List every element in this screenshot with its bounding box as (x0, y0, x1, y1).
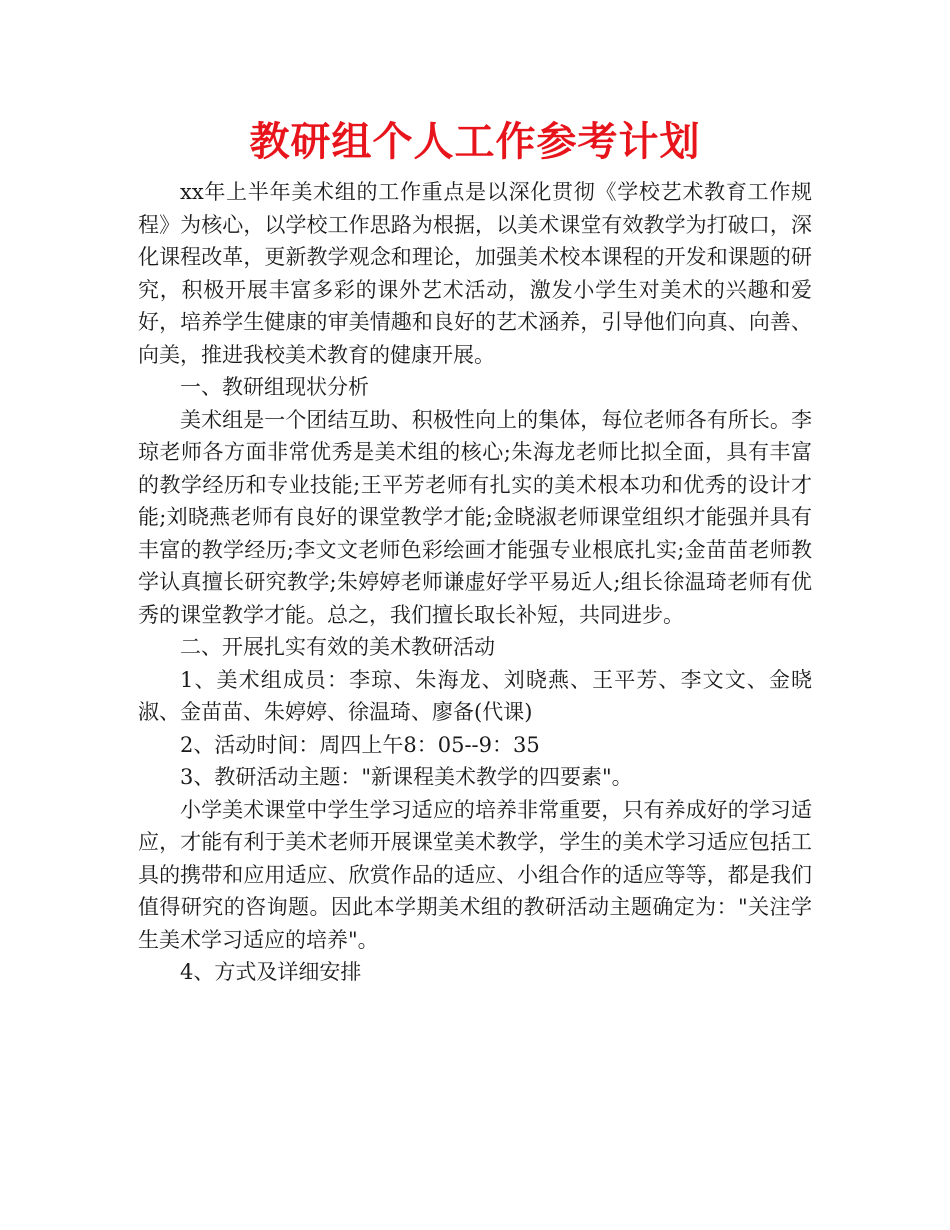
intro-paragraph: xx年上半年美术组的工作重点是以深化贯彻《学校艺术教育工作规程》为核心，以学校工作思路为根据，以美术课堂有效教学为打破口，深化课程改革，更新教学观念和理论，加强美术校本课程的开发和课题的研究，积极开展丰富多彩的课外艺术活动，激发小学生对美术的兴趣和爱好，培养学生健康的审美情趣和良好的艺术涵养，引导他们向真、向善、向美，推进我校美术教育的健康开展。 (138, 180, 812, 367)
section-heading-status: 一、教研组现状分析 (180, 375, 369, 399)
members-paragraph: 1、美术组成员：李琼、朱海龙、刘晓燕、王平芳、李文文、金晓淑、金苗苗、朱婷婷、徐温琦、廖备(代课) (138, 667, 812, 724)
status-paragraph: 美术组是一个团结互助、积极性向上的集体，每位老师各有所长。李琼老师各方面非常优秀是美术组的核心;朱海龙老师比拟全面，具有丰富的教学经历和专业技能;王平芳老师有扎实的美术根本功和优秀的设计才能;刘晓燕老师有良好的课堂教学才能;金晓淑老师课堂组织才能强并具有丰富的教学经历;李文文老师色彩绘画才能强专业根底扎实;金苗苗老师教学认真擅长研究教学;朱婷婷老师谦虚好学平易近人;组长徐温琦老师有优秀的课堂教学才能。总之，我们擅长取长补短，共同进步。 (138, 407, 812, 627)
document-title: 教研组个人工作参考计划 (249, 119, 701, 165)
arrangement-heading: 4、方式及详细安排 (180, 960, 362, 984)
habits-paragraph: 小学美术课堂中学生学习适应的培养非常重要，只有养成好的学习适应，才能有利于美术老师开展课堂美术教学，学生的美术学习适应包括工具的携带和应用适应、欣赏作品的适应、小组合作的适应等等，都是我们值得研究的咨询题。因此本学期美术组的教研活动主题确定为："关注学生美术学习适应的培养"。 (138, 797, 812, 952)
section-heading-activities: 二、开展扎实有效的美术教研活动 (180, 635, 495, 659)
theme-paragraph: 3、教研活动主题："新课程美术教学的四要素"。 (180, 765, 633, 789)
time-paragraph: 2、活动时间：周四上午8：05--9：35 (180, 732, 540, 757)
